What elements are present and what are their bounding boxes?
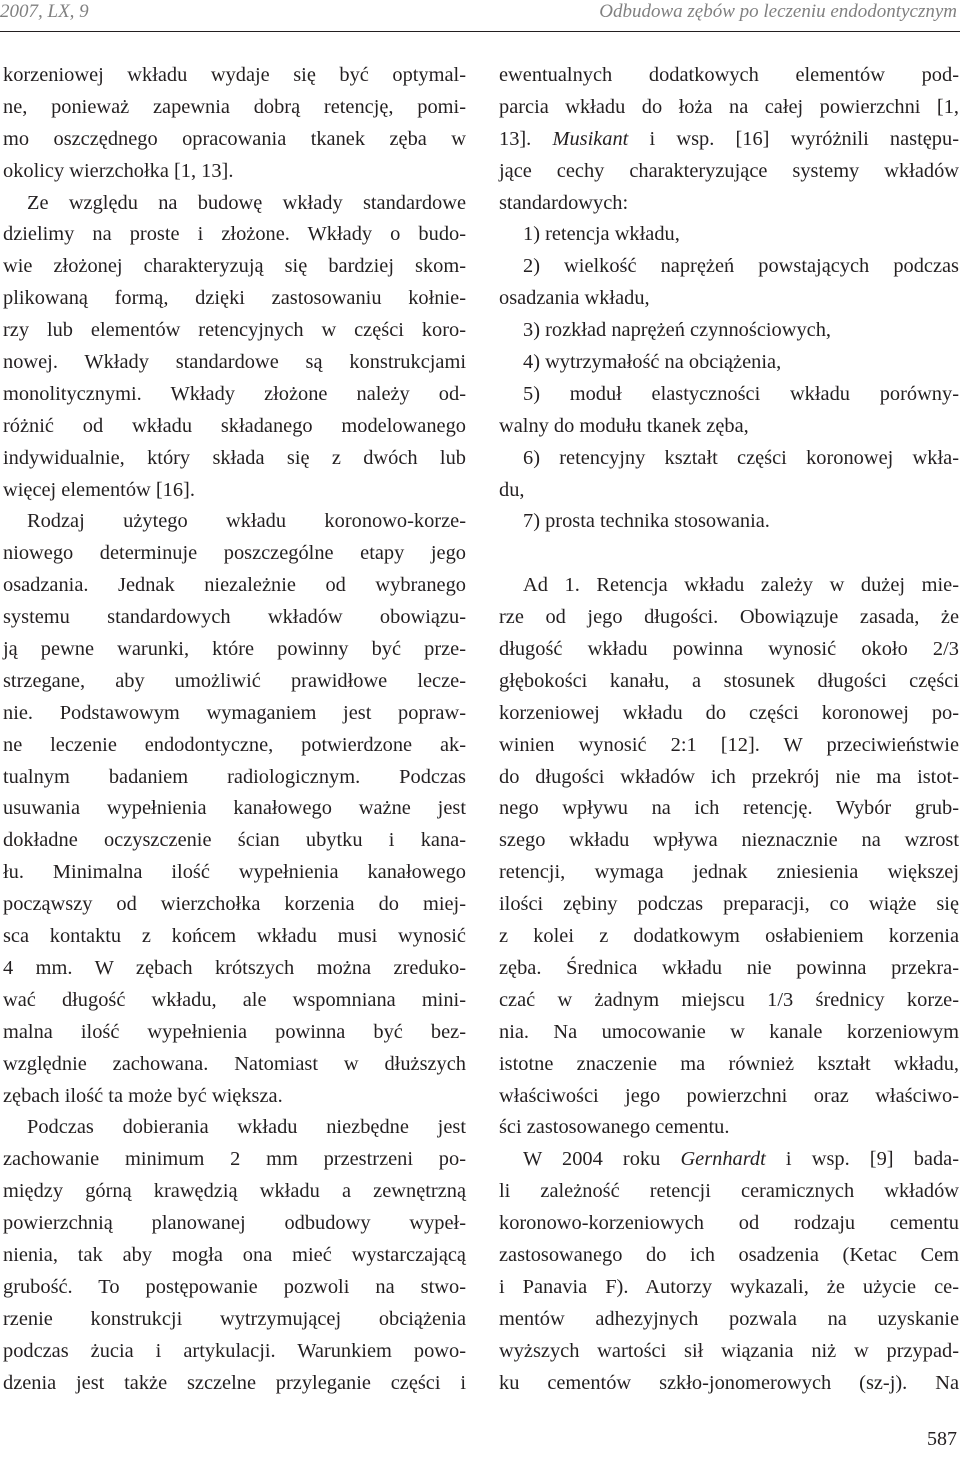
text-line: 7) prosta technika stosowania. [523, 510, 770, 533]
text-line: ne leczenie endodontyczne, potwierdzone ak- [3, 733, 466, 756]
text-line: indywidualnie, który składa się z dwóch lub [3, 446, 466, 469]
text-line: nia. Na umocowanie w kanale korzeniowym [499, 1020, 959, 1043]
text-line: nie. Podstawowym wymaganiem jest popraw- [3, 701, 466, 724]
text-line: Podczas dobierania wkładu niezbędne jest [27, 1116, 466, 1139]
text-line: podczas żucia i artykulacji. Warunkiem powo- [3, 1339, 466, 1362]
text-line: 2) wielkość naprężeń powstających podczas [523, 255, 959, 278]
text-line: począwszy od wierzchołka korzenia do miej- [3, 893, 466, 916]
text-line: mo oszczędnego opracowania tkanek zęba w [3, 127, 466, 150]
text-line: parcia wkładu do łoża na całej powierzchni [1, [499, 95, 959, 118]
right-text-column [499, 60, 959, 1399]
text-line: plikowaną formą, dzięki zastosowaniu kołnie- [3, 287, 466, 310]
text-line: nego wpływu na ich retencję. Wybór grub- [499, 797, 959, 820]
text-line: koronowo-korzeniowych od rodzaju cementu [499, 1212, 959, 1235]
running-header-right: Odbudowa zębów po leczeniu endodontycznym [599, 1, 957, 22]
text-line: rzenie konstrukcji wytrzymującej obciążenia [3, 1307, 466, 1330]
text-line: korzeniowej wkładu do części koronowej po- [499, 701, 959, 724]
text-line: okolicy wierzchołka [1, 13]. [3, 159, 234, 182]
text-line: łu. Minimalna ilość wypełnienia kanałowego [3, 861, 466, 884]
header-rule [0, 31, 960, 32]
text-line: zęba. Średnica wkładu nie powinna przekra- [499, 956, 959, 979]
text-line: wać długość wkładu, ale wspomniana mini- [3, 988, 466, 1011]
text-line: korzeniowej wkładu wydaje się być optymal- [3, 64, 466, 86]
text-line: standardowych: [499, 191, 629, 214]
text-line: z kolei z dodatkowym osłabieniem korzenia [499, 925, 959, 948]
text-line: różnić od wkładu składanego modelowanego [3, 414, 466, 437]
text-line: wie złożonej charakteryzują się bardziej skom- [3, 255, 466, 278]
text-line: malna ilość wypełnienia powinna być bez- [3, 1020, 466, 1043]
text-line: ści zastosowanego cementu. [499, 1116, 730, 1139]
text-line: tualnym badaniem radiologicznym. Podczas [3, 765, 466, 788]
text-line: zachowanie minimum 2 mm przestrzeni po- [3, 1148, 466, 1171]
text-line: du, [499, 478, 525, 501]
text-line: W 2004 roku Gernhardt i wsp. [9] bada- [523, 1148, 959, 1171]
text-line: niowego determinuje poszczególne etapy jego [3, 542, 466, 565]
text-line: strzegane, aby umożliwić prawidłowe lecze- [3, 669, 466, 692]
text-line: między górną krawędzią wkładu a zewnętrzną [3, 1180, 466, 1203]
text-line: powierzchnią planowanej odbudowy wypeł- [3, 1212, 466, 1235]
text-line: głębokości kanału, a stosunek długości części [499, 669, 959, 692]
text-line: ne, ponieważ zapewnia dobrą retencję, pomi- [3, 95, 466, 118]
text-line: do długości wkładów ich przekrój nie ma istot- [499, 765, 959, 788]
text-line: nienia, tak aby mogła ona mieć wystarczającą [3, 1243, 466, 1266]
text-line: nowej. Wkłady standardowe są konstrukcjami [3, 351, 466, 374]
text-line: osadzania. Jednak niezależnie od wybranego [3, 574, 466, 597]
text-line: rze od jego długości. Obowiązuje zasada, że [499, 606, 959, 629]
text-line: zastosowanego do ich osadzenia (Ketac Cem [499, 1243, 959, 1266]
text-line: osadzania wkładu, [499, 287, 650, 310]
text-line: 1) retencja wkładu, [523, 223, 680, 246]
text-line: li zależność retencji ceramicznych wkładów [499, 1180, 959, 1203]
text-line: retencji, wymaga jednak zniesienia większej [499, 861, 959, 884]
text-line: i Panavia F). Autorzy wykazali, że użycie ce- [499, 1275, 959, 1298]
text-line: ku cementów szkło-jonomerowych (sz-j). Na [499, 1371, 959, 1394]
text-line: 5) moduł elastyczności wkładu porówny- [523, 382, 959, 405]
text-line: 4) wytrzymałość na obciążenia, [523, 351, 782, 374]
text-line: właściwości jego powierzchni oraz właściwo- [499, 1084, 959, 1107]
text-line: ją pewne warunki, które powinny być prze- [3, 638, 466, 661]
text-line: dzenia jest także szczelne przyleganie części i [3, 1371, 466, 1394]
text-line: wyższych wartości sił wiązania niż w przypad- [499, 1339, 959, 1362]
text-line: Ze względu na budowę wkłady standardowe [27, 191, 466, 214]
text-line: sca kontaktu z końcem wkładu musi wynosić [3, 925, 466, 948]
text-line: jące cechy charakteryzujące systemy wkładów [499, 159, 959, 182]
left-text-column [3, 60, 466, 1399]
text-line: mentów adhezyjnych pozwala na uzyskanie [499, 1307, 959, 1330]
text-line: usuwania wypełnienia kanałowego ważne jest [3, 797, 466, 820]
text-line: względnie zachowana. Natomiast w dłuższych [3, 1052, 466, 1075]
text-line: 4 mm. W zębach krótszych można zreduko- [3, 956, 466, 979]
text-line: dzielimy na proste i złożone. Wkłady o budo- [3, 223, 466, 246]
text-line: czać w żadnym miejscu 1/3 średnicy korze- [499, 988, 959, 1011]
running-header-left: 2007, LX, 9 [0, 1, 89, 22]
text-line: 3) rozkład naprężeń czynnościowych, [523, 319, 831, 342]
text-line: zębach ilość ta może być większa. [3, 1084, 283, 1107]
text-line: Ad 1. Retencja wkładu zależy w dużej mie- [523, 574, 959, 597]
text-line: 6) retencyjny kształt części koronowej wkła- [523, 446, 959, 469]
text-line: systemu standardowych wkładów obowiązu- [3, 606, 466, 629]
text-line: Rodzaj użytego wkładu koronowo-korze- [27, 510, 466, 533]
page-number: 587 [927, 1428, 957, 1450]
text-line: szego wkładu wpływa nieznacznie na wzrost [499, 829, 959, 852]
text-line: więcej elementów [16]. [3, 478, 195, 501]
text-line: istotne znaczenie ma również kształt wkładu, [499, 1052, 959, 1075]
text-line: długość wkładu powinna wynosić około 2/3 [499, 638, 959, 661]
text-line: winien wynosić 2:1 [12]. W przeciwieństwie [499, 733, 959, 756]
text-line: ilości zębiny podczas preparacji, co wiąże się [499, 893, 959, 916]
text-line [499, 538, 959, 570]
text-line: dokładne oczyszczenie ścian ubytku i kana- [3, 829, 466, 852]
text-line: 13]. Musikant i wsp. [16] wyróżnili następu- [499, 127, 959, 150]
text-line: ewentualnych dodatkowych elementów pod- [499, 64, 959, 86]
text-line: walny do modułu tkanek zęba, [499, 414, 749, 437]
text-line: monolitycznymi. Wkłady złożone należy od- [3, 382, 466, 405]
text-line: grubość. To postępowanie pozwoli na stwo- [3, 1275, 466, 1298]
text-line: rzy lub elementów retencyjnych w części koro- [3, 319, 466, 342]
